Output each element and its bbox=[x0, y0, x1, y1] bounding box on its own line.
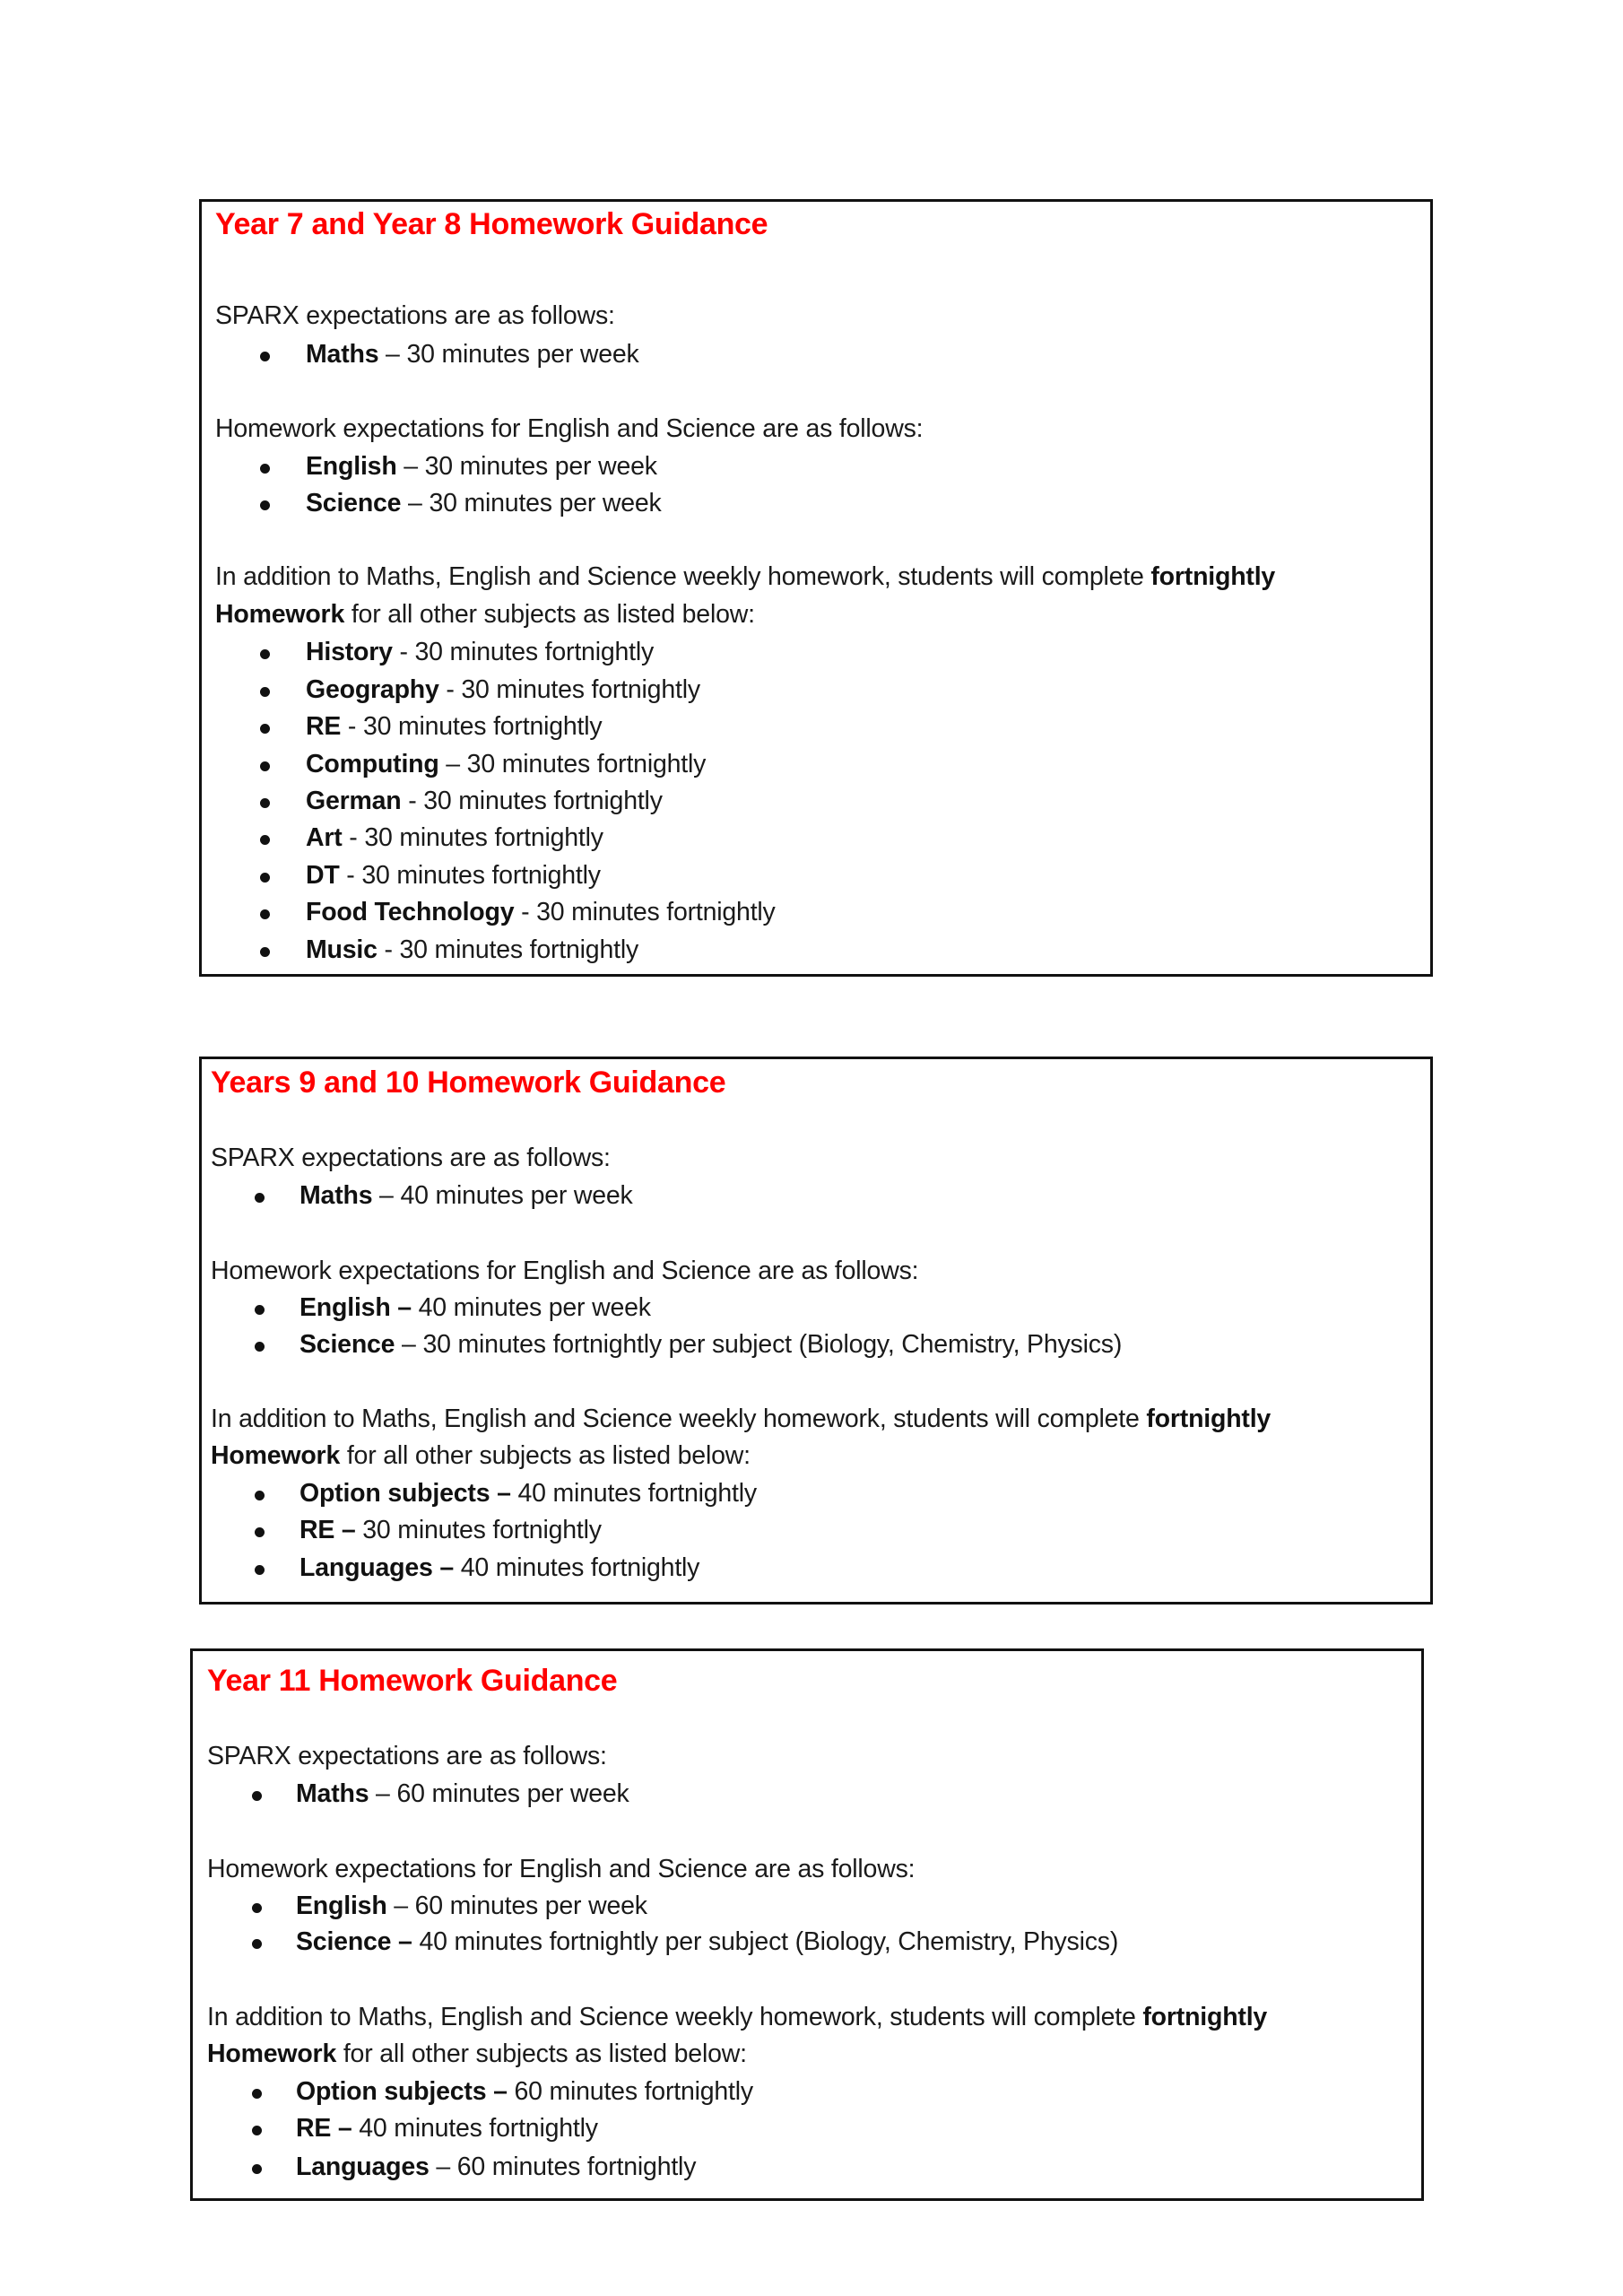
intro-text: for all other subjects as listed below: bbox=[336, 2039, 747, 2068]
other-intro-line-1 bbox=[215, 559, 1275, 596]
separator: - bbox=[401, 787, 424, 815]
list-item bbox=[296, 2149, 696, 2187]
bullet-icon bbox=[252, 1924, 262, 1961]
intro-bold: fortnightly bbox=[1150, 562, 1276, 591]
list-item bbox=[296, 1888, 647, 1926]
separator: – bbox=[386, 1892, 415, 1920]
intro-text: In addition to Maths, English and Science weekly homework, students will complete bbox=[207, 2003, 1143, 2031]
time-detail: 30 minutes fortnightly bbox=[362, 1516, 602, 1544]
time-detail: 30 minutes fortnightly bbox=[466, 750, 707, 778]
intro-bold: Homework bbox=[215, 600, 345, 629]
sparx-intro: SPARX expectations are as follows: bbox=[211, 1144, 611, 1172]
time-detail: 30 minutes fortnightly bbox=[399, 935, 639, 964]
separator: - bbox=[339, 861, 362, 890]
intro-bold: Homework bbox=[211, 1441, 341, 1470]
list-item bbox=[299, 1512, 602, 1550]
subject-name: Science bbox=[306, 489, 402, 517]
subject-name: RE – bbox=[299, 1516, 356, 1544]
subject-name: Languages – bbox=[299, 1553, 455, 1582]
list-item bbox=[306, 857, 601, 895]
bullet-icon bbox=[255, 1326, 265, 1364]
list-item bbox=[306, 746, 706, 784]
intro-text: for all other subjects as listed below: bbox=[344, 600, 755, 629]
list-item bbox=[306, 932, 638, 970]
bullet-icon bbox=[260, 932, 270, 970]
bullet-icon bbox=[252, 2074, 262, 2111]
separator: – bbox=[372, 1181, 401, 1210]
bullet-icon bbox=[255, 1475, 265, 1513]
list-item bbox=[299, 1550, 699, 1587]
bullet-icon bbox=[260, 857, 270, 895]
list-item bbox=[299, 1178, 633, 1215]
section-title: Year 7 and Year 8 Homework Guidance bbox=[215, 207, 768, 241]
core-intro: Homework expectations for English and Science are as follows: bbox=[207, 1855, 916, 1883]
bullet-icon bbox=[260, 746, 270, 784]
list-item bbox=[299, 1326, 1122, 1364]
bullet-icon bbox=[260, 783, 270, 821]
list-item bbox=[296, 2110, 598, 2148]
bullet-icon bbox=[252, 1888, 262, 1926]
time-detail: 40 minutes fortnightly bbox=[359, 2114, 598, 2143]
separator: – bbox=[401, 489, 430, 517]
separator: – bbox=[378, 340, 407, 369]
time-detail: 30 minutes per week bbox=[406, 340, 639, 369]
list-item bbox=[306, 672, 700, 709]
subject-name: English – bbox=[299, 1293, 412, 1322]
subject-name: Music bbox=[306, 935, 378, 964]
bullet-icon bbox=[260, 820, 270, 857]
subject-name: Computing bbox=[306, 750, 439, 778]
subject-name: German bbox=[306, 787, 402, 815]
time-detail: 40 minutes per week bbox=[418, 1293, 651, 1322]
subject-name: Option subjects – bbox=[299, 1479, 511, 1508]
time-detail: 30 minutes fortnightly bbox=[414, 638, 655, 666]
list-item bbox=[299, 1475, 757, 1513]
bullet-icon bbox=[260, 672, 270, 709]
time-detail: 30 minutes fortnightly bbox=[536, 898, 776, 926]
list-item bbox=[296, 2074, 753, 2111]
subject-name: DT bbox=[306, 861, 340, 890]
separator bbox=[412, 1293, 419, 1322]
list-item bbox=[306, 634, 654, 672]
other-intro-line-2 bbox=[215, 596, 755, 634]
time-detail: 60 minutes per week bbox=[396, 1779, 629, 1808]
subject-name: History bbox=[306, 638, 393, 666]
other-intro-line-1 bbox=[211, 1401, 1271, 1439]
time-detail: 30 minutes fortnightly per subject (Biology, Chemistry, Physics) bbox=[422, 1330, 1123, 1359]
separator: – bbox=[438, 750, 467, 778]
intro-text: In addition to Maths, English and Science weekly homework, students will complete bbox=[211, 1405, 1147, 1433]
time-detail: 60 minutes per week bbox=[414, 1892, 647, 1920]
other-intro-line-2 bbox=[211, 1438, 751, 1475]
list-item bbox=[306, 448, 657, 486]
separator: – bbox=[395, 1330, 423, 1359]
subject-name: Science bbox=[299, 1330, 395, 1359]
subject-name: Option subjects – bbox=[296, 2077, 508, 2106]
intro-bold: fortnightly bbox=[1142, 2003, 1268, 2031]
subject-name: Languages bbox=[296, 2152, 430, 2181]
time-detail: 30 minutes fortnightly bbox=[461, 675, 700, 704]
bullet-icon bbox=[260, 634, 270, 672]
time-detail: 30 minutes fortnightly bbox=[362, 712, 603, 741]
subject-name: RE bbox=[306, 712, 342, 741]
other-intro-line-2 bbox=[207, 2036, 747, 2074]
time-detail: 30 minutes per week bbox=[429, 489, 662, 517]
bullet-icon bbox=[260, 448, 270, 486]
separator: - bbox=[342, 823, 365, 852]
intro-bold: Homework bbox=[207, 2039, 337, 2068]
sparx-intro: SPARX expectations are as follows: bbox=[207, 1742, 607, 1770]
list-item bbox=[306, 783, 663, 821]
separator: - bbox=[438, 675, 462, 704]
separator: – bbox=[396, 452, 425, 481]
bullet-icon bbox=[255, 1290, 265, 1327]
time-detail: 60 minutes fortnightly bbox=[514, 2077, 753, 2106]
subject-name: English bbox=[296, 1892, 387, 1920]
subject-name: Art bbox=[306, 823, 343, 852]
separator: – bbox=[429, 2152, 457, 2181]
bullet-icon bbox=[260, 336, 270, 374]
bullet-icon bbox=[255, 1178, 265, 1215]
bullet-icon bbox=[252, 2110, 262, 2148]
subject-name: Maths bbox=[306, 340, 379, 369]
bullet-icon bbox=[260, 485, 270, 523]
separator: - bbox=[377, 935, 400, 964]
subject-name: Maths bbox=[296, 1779, 369, 1808]
section-title: Year 11 Homework Guidance bbox=[207, 1664, 618, 1698]
subject-name: English bbox=[306, 452, 397, 481]
core-intro: Homework expectations for English and Science are as follows: bbox=[211, 1257, 919, 1285]
time-detail: 30 minutes per week bbox=[424, 452, 657, 481]
bullet-icon bbox=[260, 709, 270, 746]
separator: - bbox=[514, 898, 537, 926]
other-intro-line-1 bbox=[207, 1999, 1267, 2037]
intro-text: for all other subjects as listed below: bbox=[340, 1441, 751, 1470]
list-item bbox=[306, 709, 602, 746]
core-intro: Homework expectations for English and Science are as follows: bbox=[215, 414, 924, 443]
time-detail: 40 minutes fortnightly bbox=[460, 1553, 700, 1582]
separator: – bbox=[369, 1779, 397, 1808]
subject-name: Science – bbox=[296, 1927, 412, 1956]
separator: - bbox=[392, 638, 415, 666]
time-detail: 40 minutes fortnightly bbox=[517, 1479, 757, 1508]
time-detail: 40 minutes fortnightly per subject (Biology, Chemistry, Physics) bbox=[419, 1927, 1119, 1956]
separator bbox=[454, 1553, 461, 1582]
list-item bbox=[299, 1290, 651, 1327]
time-detail: 30 minutes fortnightly bbox=[364, 823, 603, 852]
subject-name: RE – bbox=[296, 2114, 352, 2143]
intro-bold: fortnightly bbox=[1146, 1405, 1271, 1433]
bullet-icon bbox=[260, 894, 270, 932]
bullet-icon bbox=[252, 2149, 262, 2187]
time-detail: 60 minutes fortnightly bbox=[456, 2152, 697, 2181]
subject-name: Geography bbox=[306, 675, 439, 704]
bullet-icon bbox=[252, 1776, 262, 1813]
list-item bbox=[306, 820, 603, 857]
bullet-icon bbox=[255, 1512, 265, 1550]
intro-text: In addition to Maths, English and Science weekly homework, students will complete bbox=[215, 562, 1151, 591]
subject-name: Food Technology bbox=[306, 898, 515, 926]
time-detail: 30 minutes fortnightly bbox=[361, 861, 601, 890]
time-detail: 30 minutes fortnightly bbox=[423, 787, 663, 815]
list-item bbox=[296, 1776, 629, 1813]
sparx-intro: SPARX expectations are as follows: bbox=[215, 301, 615, 330]
list-item bbox=[306, 485, 662, 523]
list-item bbox=[306, 336, 639, 374]
separator: - bbox=[341, 712, 363, 741]
subject-name: Maths bbox=[299, 1181, 373, 1210]
list-item bbox=[296, 1924, 1118, 1961]
section-title: Years 9 and 10 Homework Guidance bbox=[211, 1065, 726, 1100]
bullet-icon bbox=[255, 1550, 265, 1587]
time-detail: 40 minutes per week bbox=[400, 1181, 633, 1210]
list-item bbox=[306, 894, 776, 932]
